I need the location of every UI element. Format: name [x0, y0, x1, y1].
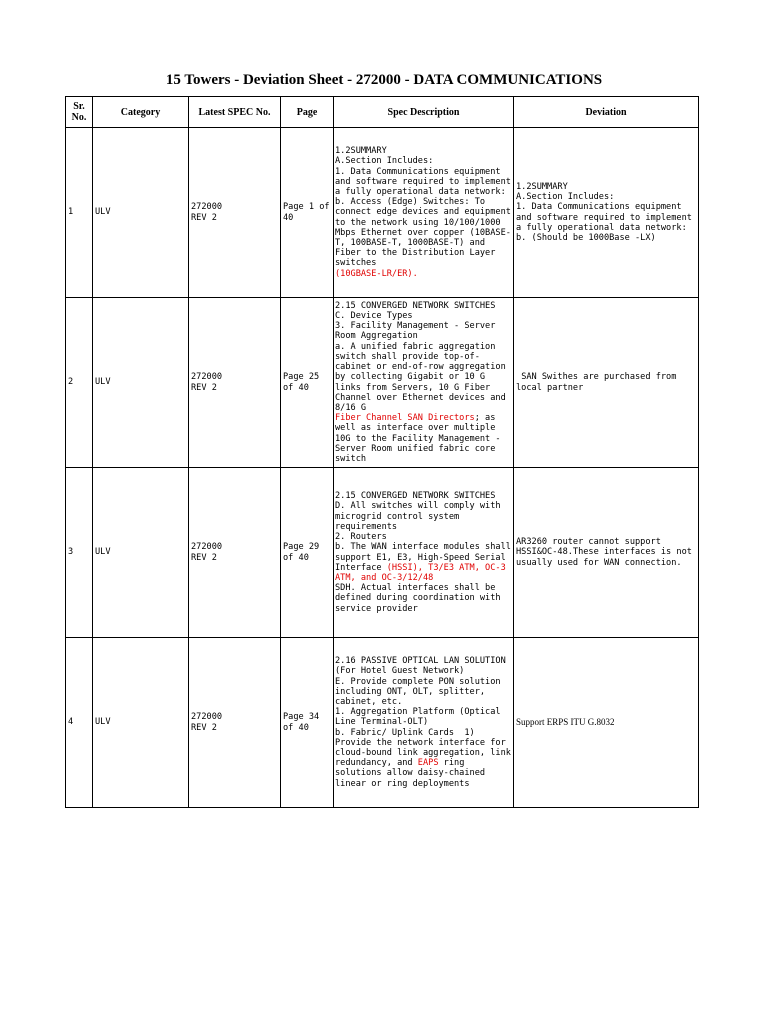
- cell-category: ULV: [93, 298, 189, 468]
- desc-text: 1.2SUMMARY A.Section Includes: 1. Data Communications equipment and software required to implement a fully operational data network: b. Access (Edge) Switches: To connect edge devices and equipment to the network using 10/100/1000 Mbps Ethernet over copper (10BASE-T, 100BASE-T, 1000BASE-T) and Fiber to the Distribution Layer switches: [335, 146, 511, 269]
- deviation-table: [65, 96, 699, 808]
- table-row: [66, 298, 699, 468]
- header-sr-no: Sr. No.: [66, 97, 93, 128]
- cell-page: Page 25 of 40: [281, 298, 334, 468]
- cell-sr-no: 4: [66, 638, 93, 808]
- desc-text: 2.16 PASSIVE OPTICAL LAN SOLUTION (For Hotel Guest Network) E. Provide complete PON solution including ONT, OLT, splitter, cabinet, etc. 1. Aggregation Platform (Optical Line Terminal-OLT) b. Fabric/ Uplink Cards 1) Provide the network interface for cloud-bound link aggregation, link redundancy, and: [335, 656, 511, 769]
- header-spec-no: Latest SPEC No.: [189, 97, 281, 128]
- desc-text: 2.15 CONVERGED NETWORK SWITCHES D. All switches will comply with microgrid control system requirements 2. Routers b. The WAN interface modules shall support E1, E3, High-Speed Serial Interface: [335, 491, 511, 573]
- cell-deviation: Support ERPS ITU G.8032: [514, 638, 699, 808]
- header-row: [66, 97, 699, 128]
- cell-spec-no: 272000 REV 2: [189, 468, 281, 638]
- desc-text: 2.15 CONVERGED NETWORK SWITCHES C. Device Types 3. Facility Management - Server Room Aggregation a. A unified fabric aggregation switch shall provide top-of-cabinet or end-of-row aggregation by collecting Gigabit or 10 G links from Servers, 10 G Fiber Channel over Ethernet devices and 8/16 G: [335, 300, 506, 413]
- desc-text-tail: SDH. Actual interfaces shall be defined during coordination with service provider: [335, 583, 501, 614]
- table-row: [66, 468, 699, 638]
- cell-spec-description: [334, 298, 514, 468]
- cell-sr-no: 1: [66, 128, 93, 298]
- cell-spec-no: 272000 REV 2: [189, 128, 281, 298]
- cell-spec-description: [334, 638, 514, 808]
- desc-highlight: (HSSI), T3/E3 ATM, OC-3 ATM, and OC-3/12/48: [335, 562, 511, 583]
- desc-text-tail: ; as well as interface over multiple 10G to the Facility Management - Server Room unified fabric core switch: [335, 413, 506, 464]
- cell-deviation: 1.2SUMMARY A.Section Includes: 1. Data Communications equipment and software required to implement a fully operational data network: b. (Should be 1000Base -LX): [514, 128, 699, 298]
- cell-category: ULV: [93, 468, 189, 638]
- cell-spec-no: 272000 REV 2: [189, 298, 281, 468]
- table-row: [66, 638, 699, 808]
- table-row: [66, 128, 699, 298]
- cell-deviation: AR3260 router cannot support HSSI&OC-48.These interfaces is not usually used for WAN connection.: [514, 468, 699, 638]
- cell-deviation: SAN Swithes are purchased from local partner: [514, 298, 699, 468]
- cell-sr-no: 3: [66, 468, 93, 638]
- desc-highlight: (10GBASE-LR/ER).: [335, 268, 418, 279]
- cell-page: Page 34 of 40: [281, 638, 334, 808]
- desc-highlight: EAPS: [417, 758, 439, 769]
- desc-text-tail: ring solutions allow daisy-chained linear or ring deployments: [335, 758, 491, 789]
- header-page: Page: [281, 97, 334, 128]
- desc-highlight: Fiber Channel SAN Directors: [335, 413, 475, 424]
- cell-sr-no: 2: [66, 298, 93, 468]
- cell-category: ULV: [93, 128, 189, 298]
- cell-spec-description: [334, 468, 514, 638]
- cell-category: ULV: [93, 638, 189, 808]
- cell-page: Page 29 of 40: [281, 468, 334, 638]
- header-category: Category: [93, 97, 189, 128]
- header-deviation: Deviation: [514, 97, 699, 128]
- cell-page: Page 1 of 40: [281, 128, 334, 298]
- document-title: 15 Towers - Deviation Sheet - 272000 - DATA COMMUNICATIONS: [165, 72, 603, 88]
- cell-spec-no: 272000 REV 2: [189, 638, 281, 808]
- cell-spec-description: [334, 128, 514, 298]
- header-spec-description: Spec Description: [334, 97, 514, 128]
